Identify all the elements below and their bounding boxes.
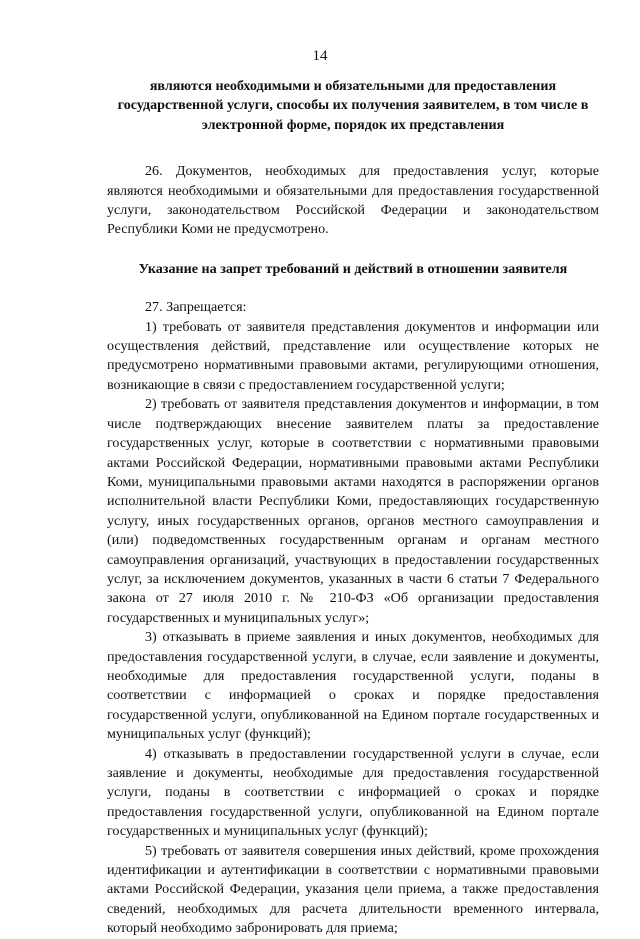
paragraph-26: 26. Документов, необходимых для предоставления услуг, которые являются необходимыми и обязательными для предоставления государственной услуги, законодательством Российской Федерации и законодательством Республики Коми не предусмотрено. xyxy=(107,163,599,238)
paragraph-item-1: 1) требовать от заявителя представления документов и информации или осуществления действий, представление или осуществление которых не предусмотрено нормативными правовыми актами, регулирующими отношения, возникающие в связи с предоставлением государственной услуги; xyxy=(107,318,599,393)
paragraph-item-4: 4) отказывать в предоставлении государственной услуги в случае, если заявление и документы, необходимые для предоставления государственной услуги, поданы в соответствии с информацией о сроках и порядке предоставления государственной услуги, опубликованной на Едином портале государственных и муниципальных услуг (функций); xyxy=(107,745,599,840)
section-heading-prohibition: Указание на запрет требований и действий в отношении заявителя xyxy=(138,260,568,277)
paragraph-item-3: 3) отказывать в приеме заявления и иных документов, необходимых для предоставления государственной услуги, в случае, если заявление и документы, необходимые для предоставления государственной услуги, поданы в соответствии с информацией о сроках и порядке предоставления государственной услуги, опубликованной на Едином портале государственных и муниципальных услуг (функций); xyxy=(107,629,599,743)
section-heading-documents: являются необходимыми и обязательными для предоставления государственной услуги, способы их получения заявителем, в том числе в электронной форме, порядок их представления xyxy=(117,78,589,133)
page-number: 14 xyxy=(312,48,328,64)
paragraph-item-5: 5) требовать от заявителя совершения иных действий, кроме прохождения идентификации и аутентификации в соответствии с нормативными правовыми актами Российской Федерации, указания цели приема, а также предоставления сведений, необходимых для расчета длительности временного интервала, который необходимо забронировать для приема; xyxy=(107,842,599,937)
document-body xyxy=(107,77,599,939)
paragraph-27-intro: 27. Запрещается: xyxy=(145,299,247,316)
paragraph-item-2: 2) требовать от заявителя представления документов и информации, в том числе подтверждающих внесение заявителем платы за предоставление государственных услуг, которые в соответствии с нормативными правовыми актами Российской Федерации, нормативными правовыми актами Республики Коми, муниципальными правовыми актами находятся в распоряжении органов исполнительной власти Республики Коми, предоставляющих государственную услугу, иных государственных органов, органов местного самоуправления и (или) подведомственных государственным органам и органам местного самоуправления организаций, участвующих в предоставлении государственных услуг, за исключением документов, указанных в части 6 статьи 7 Федерального закона от 27 июля 2010 г. № 210-ФЗ «Об организации предоставления государственных и муниципальных услуг»; xyxy=(107,396,599,626)
